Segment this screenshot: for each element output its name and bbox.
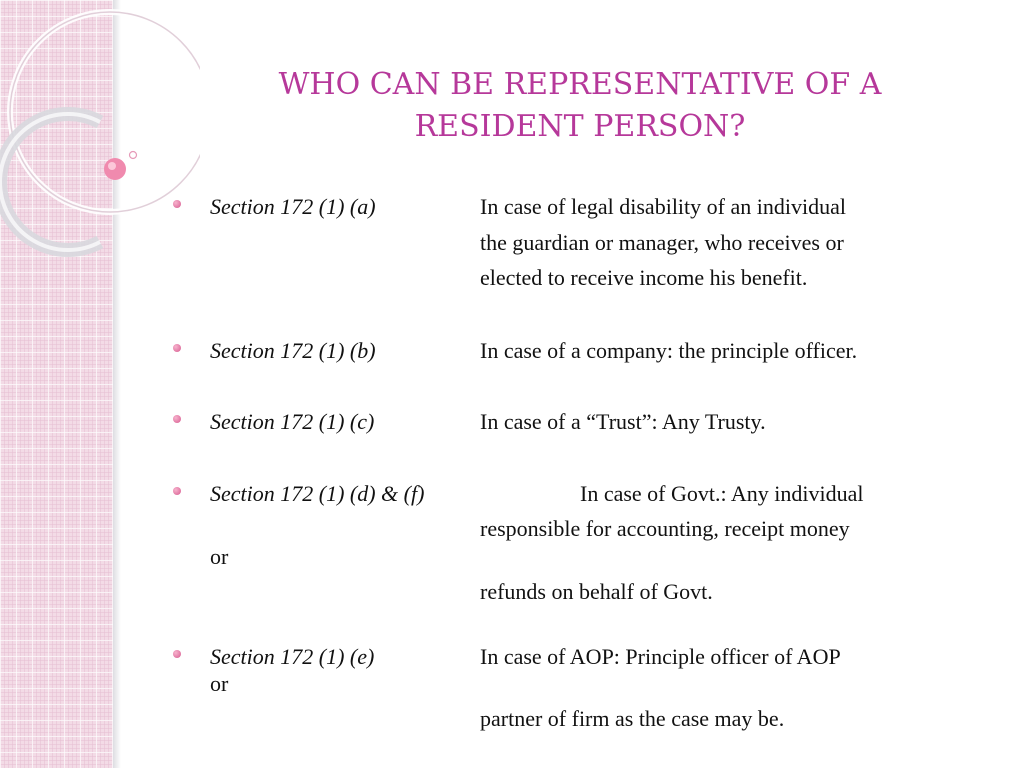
section-label-d-f: Section 172 (1) (d) & (f)	[210, 481, 425, 506]
bullet-icon	[173, 487, 181, 495]
section-label-c: Section 172 (1) (c)	[210, 409, 375, 434]
item-d-line-1: In case of Govt.: Any individual	[580, 481, 864, 506]
bullet-icon	[173, 415, 181, 423]
bullet-icon	[173, 344, 181, 352]
slide-title-line-1: WHO CAN BE REPRESENTATIVE OF A	[278, 67, 882, 102]
item-b-line-1: In case of a company: the principle officer.	[480, 338, 858, 363]
section-label-a: Section 172 (1) (a)	[210, 194, 376, 219]
item-e-line-3: partner of firm as the case may be.	[480, 706, 785, 731]
section-label-b: Section 172 (1) (b)	[210, 338, 376, 363]
item-d-line-4: refunds on behalf of Govt.	[480, 579, 713, 604]
item-e-line-2: or	[210, 671, 229, 696]
slide-title-line-2: RESIDENT PERSON?	[414, 109, 746, 144]
item-e-line-1: In case of AOP: Principle officer of AOP	[480, 644, 841, 669]
bullet-icon	[173, 200, 181, 208]
item-a-line-3: elected to receive income his benefit.	[480, 265, 808, 290]
pink-dot-icon	[104, 158, 126, 180]
decorative-circles	[0, 0, 200, 260]
item-a-line-2: the guardian or manager, who receives or	[480, 230, 844, 255]
item-d-line-3: or	[210, 544, 229, 569]
section-label-e: Section 172 (1) (e)	[210, 644, 375, 669]
item-c-line-1: In case of a “Trust”: Any Trusty.	[480, 409, 766, 434]
item-a-line-1: In case of legal disability of an individual	[480, 194, 846, 219]
bullet-icon	[173, 650, 181, 658]
item-d-line-2: responsible for accounting, receipt money	[480, 516, 850, 541]
